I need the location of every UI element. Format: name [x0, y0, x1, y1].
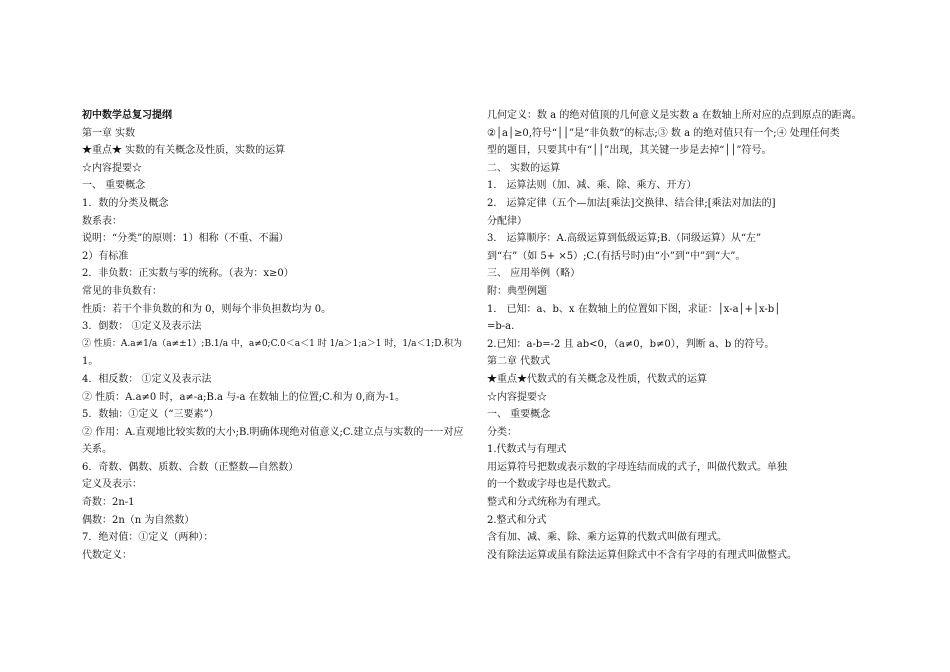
- right-line-17: ☆内容提要☆: [487, 391, 547, 403]
- left-line-17: ② 性质：A.a≠0 时，a≠-a;B.a 与-a 在数轴上的位置;C.和为 0,商为-1。: [82, 391, 406, 403]
- right-line-3: 型的题目，只要其中有“││”出现，其关键一步是去掉“││”符号。: [487, 145, 772, 157]
- right-line-6: 2． 运算定律（五个—加法[乘法]交换律、结合律;[乘法对加法的]: [487, 197, 776, 209]
- right-line-23: 整式和分式统称为有理式。: [487, 497, 607, 509]
- left-line-26: 代数定义：: [82, 549, 132, 561]
- right-line-4: 二、 实数的运算: [487, 162, 561, 174]
- left-line-11: 常见的非负数有：: [82, 285, 162, 297]
- left-line-24: 偶数：2n（n 为自然数）: [82, 514, 195, 526]
- right-line-24: 2.整式和分式: [487, 514, 547, 526]
- right-line-2: ②│a│≥0,符号“││”是“非负数”的标志;③ 数 a 的绝对值只有一个;④ 处理任何类: [487, 127, 840, 139]
- left-line-18: 5．数轴：①定义（“三要素”）: [82, 409, 219, 421]
- left-line-23: 奇数：2n-1: [82, 497, 135, 509]
- right-line-20: 1.代数式与有理式: [487, 444, 567, 456]
- left-line-25: 7．绝对值：①定义（两种）：: [82, 532, 214, 544]
- right-line-7: 分配律）: [487, 215, 527, 227]
- left-line-5: 一、 重要概念: [82, 180, 146, 192]
- right-line-1: 几何定义：数 a 的绝对值顶的几何意义是实数 a 在数轴上所对应的点到原点的距离。: [487, 110, 862, 121]
- left-line-2: 第一章 实数: [82, 127, 136, 139]
- left-line-6: 1．数的分类及概念: [82, 197, 169, 209]
- right-line-21: 用运算符号把数或表示数的字母连结而成的式子，叫做代数式。单独: [487, 461, 787, 473]
- left-line-19: ② 作用：A.直观地比较实数的大小;B.明确体现绝对值意义;C.建立点与实数的一一对应: [82, 426, 464, 438]
- right-line-5: 1． 运算法则（加、减、乘、除、乘方、开方）: [487, 180, 697, 192]
- right-line-26: 没有除法运算或虽有除法运算但除式中不含有字母的有理式叫做整式。: [487, 549, 797, 561]
- left-line-1: 初中数学总复习提纲: [82, 110, 172, 121]
- left-column: [82, 107, 467, 564]
- left-line-22: 定义及表示：: [82, 479, 142, 491]
- right-line-13: =b-a.: [487, 321, 515, 333]
- right-line-11: 附：典型例题: [487, 285, 547, 297]
- left-line-12: 性质：若干个非负数的和为 0，则每个非负担数均为 0。: [82, 303, 332, 315]
- left-line-21: 6．奇数、偶数、质数、合数（正整数—自然数）: [82, 461, 299, 473]
- left-line-10: 2．非负数：正实数与零的统称。（表为：x≥0）: [82, 268, 294, 280]
- left-line-9: 2）有标准: [82, 250, 129, 262]
- right-line-12: 1． 已知：a、b、x 在数轴上的位置如下图，求证：│x-a│+│x-b│: [487, 303, 781, 315]
- left-line-13: 3．倒数： ①定义及表示法: [82, 321, 202, 333]
- right-line-22: 的一个数或字母也是代数式。: [487, 479, 617, 491]
- right-line-9: 到“右”（如 5+ ×5）;C.(有括号时)由“小”到“中”到“大”。: [487, 250, 746, 262]
- right-line-14: 2.已知：a-b=-2 且 ab<0，（a≠0，b≠0），判断 a、b 的符号。: [487, 338, 775, 350]
- left-line-16: 4．相反数： ①定义及表示法: [82, 373, 212, 385]
- left-line-15: 1。: [82, 356, 99, 368]
- right-line-10: 三、 应用举例（略）: [487, 268, 581, 280]
- left-line-20: 关系。: [82, 444, 112, 456]
- left-line-8: 说明：“分类”的原则：1）相称（不重、不漏）: [82, 233, 289, 245]
- right-column: [487, 107, 867, 564]
- left-line-4: ☆内容提要☆: [82, 162, 142, 174]
- left-line-7: 数系表：: [82, 215, 122, 227]
- right-line-15: 第二章 代数式: [487, 356, 551, 368]
- right-line-18: 一、 重要概念: [487, 409, 551, 421]
- left-line-14: ② 性质：A.a≠1/a（a≠±1）;B.1/a 中，a≠0;C.0＜a＜1 时 1/a＞1;a＞1 时，1/a＜1;D.积为: [82, 338, 463, 349]
- right-line-25: 含有加、减、乘、除、乘方运算的代数式叫做有理式。: [487, 532, 727, 544]
- right-line-16: ★重点★代数式的有关概念及性质，代数式的运算: [487, 373, 707, 385]
- left-line-3: ★重点★ 实数的有关概念及性质，实数的运算: [82, 145, 286, 157]
- right-line-8: 3． 运算顺序：A.高级运算到低级运算;B.（同级运算）从“左”: [487, 233, 762, 245]
- right-line-19: 分类：: [487, 426, 517, 438]
